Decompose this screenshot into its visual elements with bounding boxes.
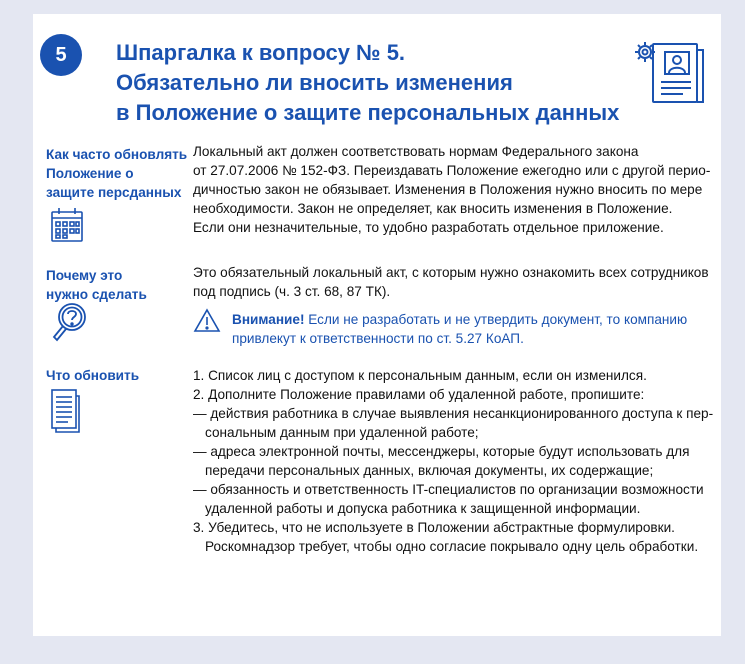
warning-text [232, 310, 687, 348]
page-title [116, 38, 619, 128]
calendar-icon [50, 207, 84, 243]
question-number-badge: 5 [40, 34, 82, 76]
text-line: дичностью закон не обязывает. Изменения в Положения нужно вносить по мере [193, 182, 703, 197]
list-item: — адреса электронной почты, мессенджеры, которые будут использовать для [193, 444, 690, 459]
list-item-continuation: сональным данным при удаленной работе; [205, 425, 479, 440]
text-line: Локальный акт должен соответствовать нормам Федерального закона [193, 144, 639, 159]
section-heading-why [46, 266, 147, 304]
heading-line: Положение о [46, 166, 134, 181]
list-item-continuation: передачи персональных данных, включая документы, их содержащие; [205, 463, 654, 478]
title-line: Обязательно ли вносить изменения [116, 70, 513, 95]
list-item: 3. Убедитесь, что не используете в Положении абстрактные формулировки. [193, 520, 675, 535]
section-text-why [193, 263, 713, 301]
list-item: 1. Список лиц с доступом к персональным данным, если он изменился. [193, 368, 647, 383]
heading-line: Почему это [46, 268, 123, 283]
title-line: в Положение о защите персональных данных [116, 100, 620, 125]
list-item: 2. Дополните Положение правилами об удаленной работе, пропишите: [193, 387, 645, 402]
section-heading-how-often [46, 145, 187, 202]
text-line: от 27.07.2006 № 152-ФЗ. Переиздавать Положение ежегодно или с другой перио- [193, 163, 711, 178]
heading-line: нужно сделать [46, 287, 147, 302]
text-line: под подпись (ч. 3 ст. 68, 87 ТК). [193, 284, 391, 299]
list-item: — обязанность и ответственность IT-специалистов по организации возможности [193, 482, 704, 497]
section-text-how-often [193, 142, 713, 237]
magnifier-question-icon [50, 301, 88, 347]
title-line: Шпаргалка к вопросу № 5. [116, 40, 406, 65]
list-item-continuation: Роскомнадзор требует, чтобы одно согласие покрывало одну цель обработки. [205, 539, 699, 554]
list-item-continuation: удаленной работы и допуска работника к защищенной информации. [205, 501, 641, 516]
text-line: Если они незначительные, то удобно разработать отдельное приложение. [193, 220, 664, 235]
heading-line: Что обновить [46, 368, 140, 383]
section-list-what [193, 366, 713, 556]
warning-line: Если не разработать и не утвердить документ, то компанию [304, 312, 688, 327]
heading-line: Как часто обновлять [46, 147, 188, 162]
warning-icon [193, 308, 221, 334]
text-line: необходимости. Закон не определяет, как вносить изменения в Положение. [193, 201, 673, 216]
warning-label: Внимание! [232, 312, 305, 327]
section-heading-what [46, 366, 139, 385]
list-item: — действия работника в случае выявления несанкционированного доступа к пер- [193, 406, 714, 421]
document-list-icon [50, 388, 80, 434]
heading-line: защите персданных [46, 185, 182, 200]
personal-data-document-icon [631, 38, 711, 108]
warning-line: привлекут к ответственности по ст. 5.27 КоАП. [232, 331, 524, 346]
text-line: Это обязательный локальный акт, с которым нужно ознакомить всех сотрудников [193, 265, 709, 280]
